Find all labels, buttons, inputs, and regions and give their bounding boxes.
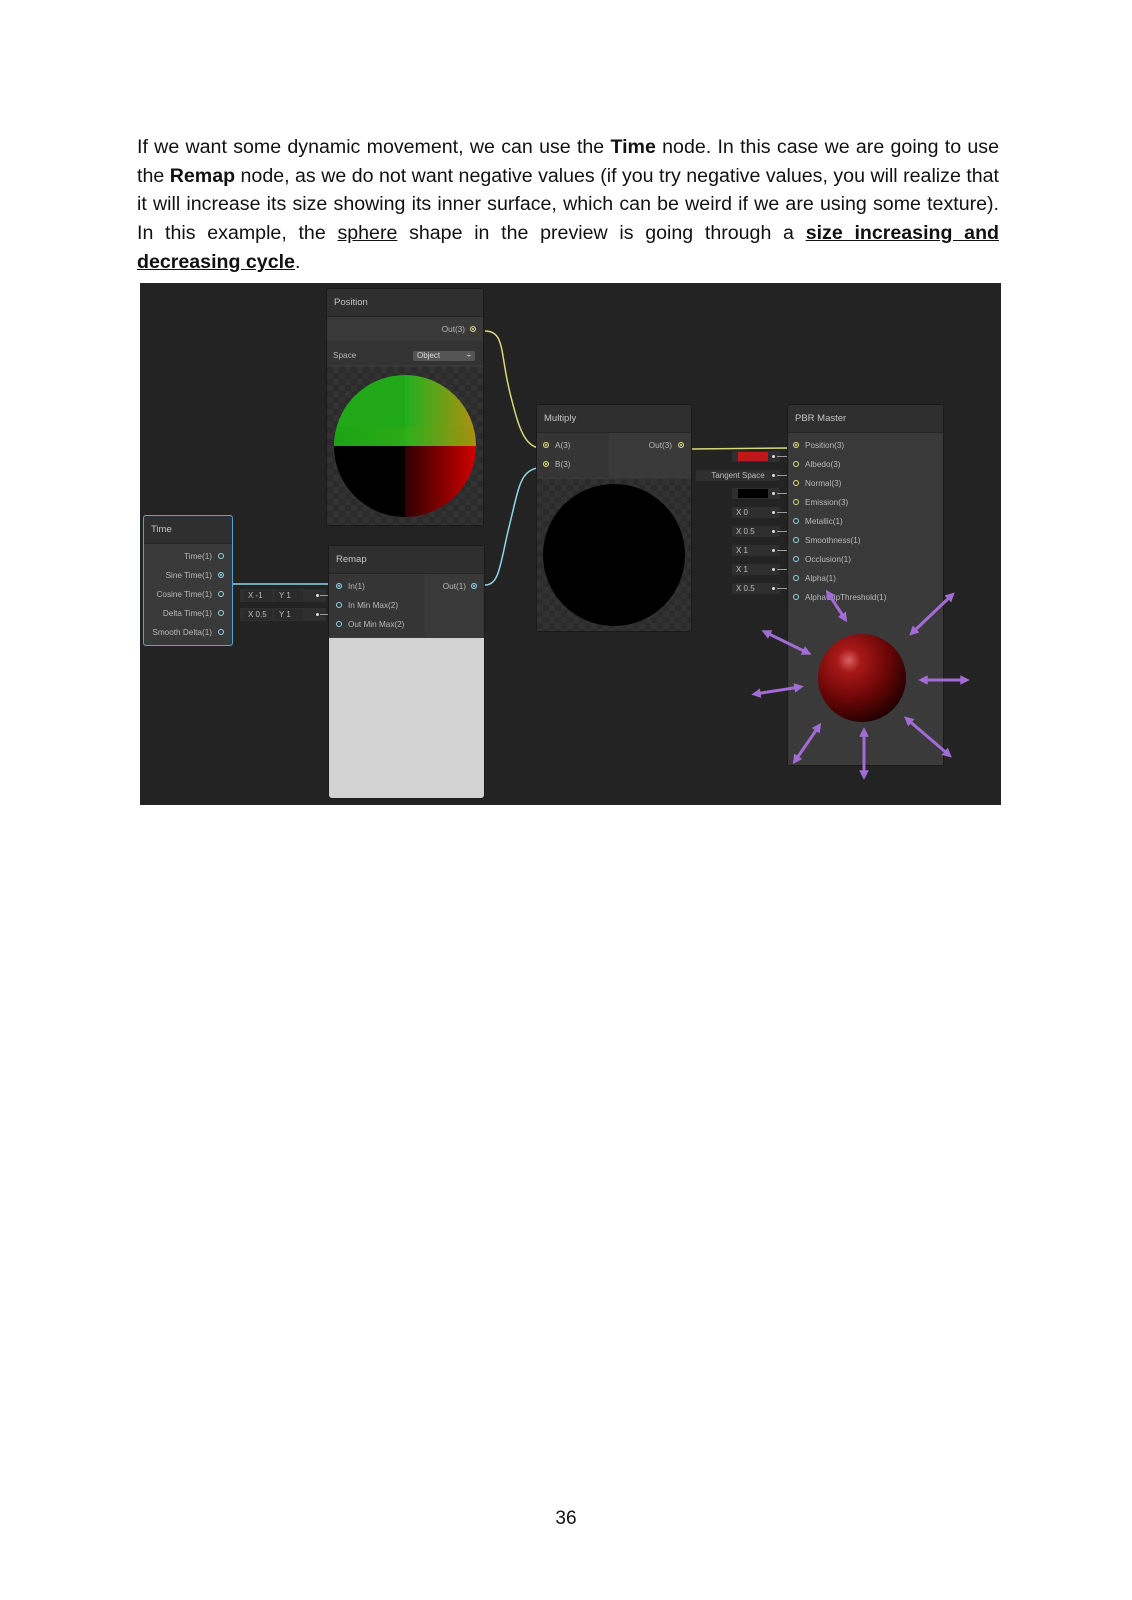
position-node-title: Position: [327, 289, 483, 317]
cosine-time-port[interactable]: [218, 591, 224, 597]
alpha-field[interactable]: X 1: [732, 564, 780, 575]
pbr-occlusion-port[interactable]: [793, 556, 799, 562]
position-preview: [327, 367, 483, 525]
expand-arrow-top-icon: [828, 593, 845, 619]
pbr-metallic-label: Metallic(1): [805, 517, 843, 526]
pbr-normal-label: Normal(3): [805, 479, 842, 488]
remap-in-label: In(1): [348, 582, 365, 591]
pbr-alpha-clip-label: AlphaClipThreshold(1): [805, 593, 887, 602]
in-min-max-x-field[interactable]: X -1: [244, 590, 272, 601]
out-min-max-port[interactable]: [336, 621, 342, 627]
pbr-smoothness-label: Smoothness(1): [805, 536, 861, 545]
metallic-field[interactable]: X 0: [732, 507, 780, 518]
smoothness-field[interactable]: X 0.5: [732, 526, 780, 537]
sine-time-port-label: Sine Time(1): [165, 571, 212, 580]
time-term: Time: [610, 136, 656, 158]
pbr-position-label: Position(3): [805, 441, 845, 450]
space-dropdown[interactable]: Object ÷: [413, 351, 475, 361]
pbr-alpha-label: Alpha(1): [805, 574, 836, 583]
body-paragraph: If we want some dynamic movement, we can use the Time node. In this case we are going to use the Remap node, as we do not want negative values (if you try negative values, you will realize that it will increase its size showing its inner surface, which can be weird if we are using some texture). In this example, the sphere shape in the preview is going through a size increasing and decreasing cycle.: [137, 136, 1000, 273]
expand-arrow-left-icon: [755, 687, 800, 694]
position-preview-sphere: [327, 367, 483, 525]
multiply-a-label: A(3): [555, 441, 571, 450]
expand-arrow-bottom-left-icon: [795, 726, 819, 761]
pbr-emission-label: Emission(3): [805, 498, 849, 507]
pbr-master-node-title: PBR Master: [788, 405, 943, 433]
delta-time-port-label: Delta Time(1): [162, 609, 212, 618]
in-min-max-label: In Min Max(2): [348, 601, 399, 610]
remap-out-port[interactable]: [471, 583, 477, 589]
occlusion-field[interactable]: X 1: [732, 545, 780, 556]
pbr-alpha-port[interactable]: [793, 575, 799, 581]
time-node[interactable]: [143, 515, 233, 646]
sine-time-port[interactable]: [218, 572, 224, 578]
pbr-albedo-port[interactable]: [793, 461, 799, 467]
out-min-max-label: Out Min Max(2): [348, 620, 405, 629]
pbr-preview-sphere: [818, 634, 906, 722]
sphere-term: sphere: [337, 222, 398, 245]
cycle-term: size increasing and decreasing cycle: [137, 222, 1000, 273]
time-node-title: Time: [144, 516, 232, 544]
expand-arrow-left-upper-icon: [765, 632, 808, 653]
multiply-node[interactable]: [536, 404, 692, 632]
pbr-normal-port[interactable]: [793, 480, 799, 486]
remap-node-title: Remap: [329, 546, 484, 574]
pbr-smoothness-port[interactable]: [793, 537, 799, 543]
time-port[interactable]: [218, 553, 224, 559]
multiply-preview-sphere: [537, 479, 691, 631]
pbr-position-port[interactable]: [793, 442, 799, 448]
time-port-label: Time(1): [184, 552, 212, 561]
pbr-emission-port[interactable]: [793, 499, 799, 505]
wire-multiply-to-pbr: [691, 448, 790, 449]
expand-arrow-top-right-icon: [912, 595, 952, 633]
multiply-b-port[interactable]: [543, 461, 549, 467]
out-min-max-x-field[interactable]: X 0.5: [244, 609, 272, 620]
pbr-preview-overlay: [740, 583, 1001, 805]
position-out-label: Out(3): [441, 325, 465, 334]
in-min-max-port[interactable]: [336, 602, 342, 608]
remap-preview: [329, 638, 484, 798]
remap-in-port[interactable]: [336, 583, 342, 589]
multiply-node-title: Multiply: [537, 405, 691, 433]
expand-arrow-bottom-right-icon: [907, 719, 949, 755]
delta-time-port[interactable]: [218, 610, 224, 616]
cosine-time-port-label: Cosine Time(1): [156, 590, 212, 599]
multiply-a-port[interactable]: [543, 442, 549, 448]
pbr-occlusion-label: Occlusion(1): [805, 555, 851, 564]
pbr-albedo-label: Albedo(3): [805, 460, 841, 469]
space-label: Space: [333, 351, 357, 360]
remap-term: Remap: [169, 164, 236, 187]
normal-space-field[interactable]: Tangent Space: [696, 470, 780, 481]
pbr-metallic-port[interactable]: [793, 518, 799, 524]
multiply-out-port[interactable]: [678, 442, 684, 448]
page-number: 36: [555, 1508, 577, 1529]
smooth-delta-port-label: Smooth Delta(1): [152, 628, 212, 637]
alpha-clip-field[interactable]: X 0.5: [732, 583, 780, 594]
position-out-port[interactable]: [470, 326, 476, 332]
position-node[interactable]: [326, 288, 484, 526]
in-min-max-y-field[interactable]: Y 1: [275, 590, 303, 601]
remap-out-label: Out(1): [442, 582, 466, 591]
multiply-preview: [537, 479, 691, 631]
remap-node[interactable]: [328, 545, 485, 799]
out-min-max-y-field[interactable]: Y 1: [275, 609, 303, 620]
shader-graph-screenshot: [140, 283, 1001, 805]
multiply-b-label: B(3): [555, 460, 571, 469]
multiply-out-label: Out(3): [648, 441, 672, 450]
smooth-delta-port[interactable]: [218, 629, 224, 635]
